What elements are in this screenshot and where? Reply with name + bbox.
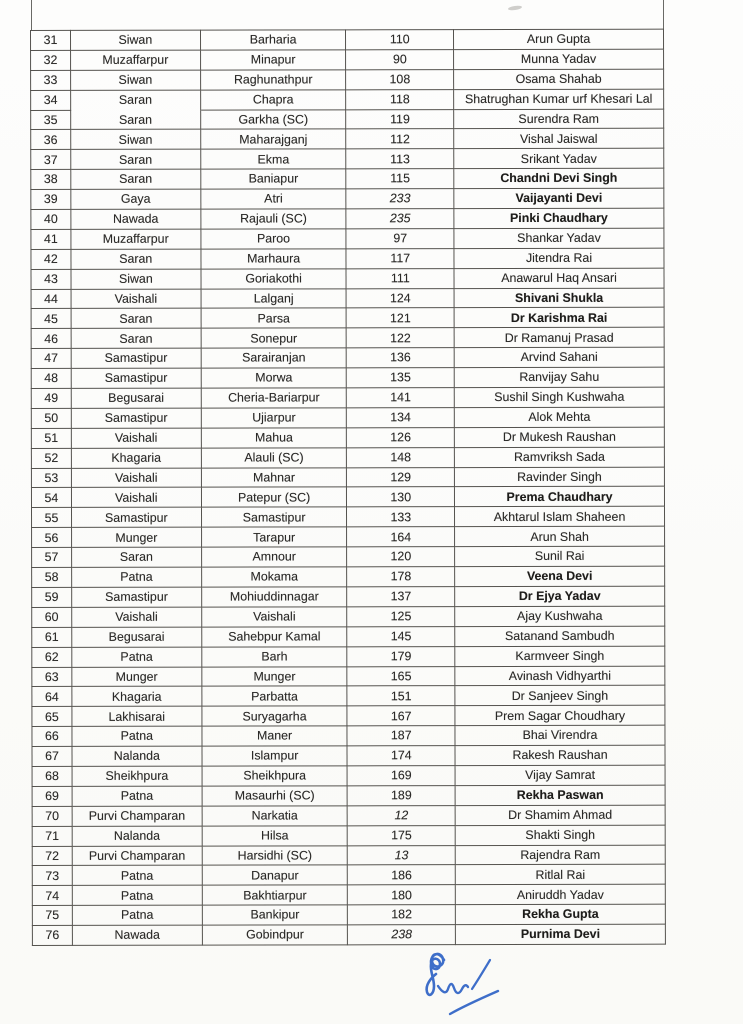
serial-cell: 46 <box>31 329 71 349</box>
constituency-cell: Mahnar <box>201 467 347 487</box>
candidate-cell: Karmveer Singh <box>455 646 665 666</box>
district-cell: Samastipur <box>72 587 202 607</box>
district-cell: Saran <box>71 309 201 329</box>
candidate-cell: Pinki Chaudhary <box>454 208 664 228</box>
serial-cell: 65 <box>32 707 72 727</box>
candidate-cell: Surendra Ram <box>454 109 664 129</box>
constituency-cell: Islampur <box>202 746 348 766</box>
table-row <box>31 168 664 189</box>
district-cell: Nawada <box>71 209 201 229</box>
serial-cell: 71 <box>32 826 72 846</box>
district-cell: Munger <box>71 527 201 547</box>
serial-cell: 49 <box>31 388 71 408</box>
number-cell: 182 <box>348 905 456 925</box>
district-cell: Saran <box>71 149 201 169</box>
candidate-cell: Rekha Gupta <box>455 904 665 924</box>
number-cell: 124 <box>347 288 455 308</box>
constituency-cell: Atri <box>201 189 347 209</box>
candidate-cell: Shakti Singh <box>455 825 665 845</box>
number-cell: 134 <box>347 408 455 428</box>
candidate-table <box>30 29 666 946</box>
district-cell: Siwan <box>71 269 201 289</box>
district-cell: Vaishali <box>71 289 201 309</box>
candidate-cell: Ajay Kushwaha <box>455 606 665 626</box>
number-cell: 12 <box>348 805 456 825</box>
district-cell: Begusarai <box>71 388 201 408</box>
table-row <box>32 646 665 667</box>
table-row <box>31 69 664 90</box>
district-cell: Munger <box>72 667 202 687</box>
constituency-cell: Barharia <box>200 30 346 50</box>
table-border-stub-left <box>31 0 32 31</box>
constituency-cell: Parsa <box>201 308 347 328</box>
candidate-cell: Ravinder Singh <box>454 467 664 487</box>
district-cell: Begusarai <box>72 627 202 647</box>
number-cell: 110 <box>346 30 454 50</box>
serial-cell: 37 <box>31 150 71 170</box>
number-cell: 108 <box>346 69 454 89</box>
number-cell: 135 <box>347 368 455 388</box>
table-row <box>31 89 664 110</box>
table-row <box>32 765 665 786</box>
candidate-cell: Akhtarul Islam Shaheen <box>455 507 665 527</box>
constituency-cell: Hilsa <box>202 825 348 845</box>
serial-cell: 50 <box>31 408 71 428</box>
serial-cell: 60 <box>32 607 72 627</box>
candidate-cell: Osama Shahab <box>454 69 664 89</box>
district-cell: Samastipur <box>71 348 201 368</box>
constituency-cell: Mokama <box>201 567 347 587</box>
table-row <box>31 49 664 70</box>
serial-cell: 59 <box>32 587 72 607</box>
table-row <box>31 407 664 428</box>
district-cell: Khagaria <box>71 448 201 468</box>
number-cell: 97 <box>346 229 454 249</box>
district-cell: Patna <box>72 647 202 667</box>
serial-cell: 53 <box>31 468 71 488</box>
constituency-cell: Sahebpur Kamal <box>201 627 347 647</box>
number-cell: 151 <box>347 686 455 706</box>
constituency-cell: Tarapur <box>201 527 347 547</box>
candidate-cell: Arvind Sahani <box>454 347 664 367</box>
serial-cell: 73 <box>32 866 72 886</box>
candidate-cell: Shankar Yadav <box>454 228 664 248</box>
candidate-cell: Dr Sanjeev Singh <box>455 686 665 706</box>
district-cell: Patna <box>72 866 202 886</box>
district-cell: Saran <box>71 329 201 349</box>
serial-cell: 41 <box>31 229 71 249</box>
table-row <box>31 328 664 349</box>
number-cell: 141 <box>347 388 455 408</box>
table-row <box>32 507 665 528</box>
table-row <box>32 566 665 587</box>
serial-cell: 43 <box>31 269 71 289</box>
table-row <box>32 586 665 607</box>
candidate-cell: Srikant Yadav <box>454 149 664 169</box>
serial-cell: 34 <box>31 90 71 110</box>
serial-cell: 55 <box>32 508 72 528</box>
candidate-cell: Vaijayanti Devi <box>454 188 664 208</box>
table-row <box>32 666 665 687</box>
signature-scribble <box>414 946 526 1024</box>
serial-cell: 72 <box>32 846 72 866</box>
serial-cell: 42 <box>31 249 71 269</box>
district-cell: Patna <box>72 567 202 587</box>
table-row <box>31 367 664 388</box>
constituency-cell: Samastipur <box>201 507 347 527</box>
district-cell: Vaishali <box>72 607 202 627</box>
candidate-cell: Aniruddh Yadav <box>455 884 665 904</box>
constituency-cell: Sheikhpura <box>202 766 348 786</box>
constituency-cell: Baniapur <box>201 169 347 189</box>
serial-cell: 39 <box>31 190 71 210</box>
district-cell: Sheikhpura <box>72 766 202 786</box>
serial-cell: 61 <box>32 627 72 647</box>
serial-cell: 36 <box>31 130 71 150</box>
district-cell: Vaishali <box>71 488 201 508</box>
candidate-cell: Prem Sagar Choudhary <box>455 705 665 725</box>
table-row <box>32 884 665 905</box>
candidate-table-body <box>31 29 666 945</box>
constituency-cell: Rajauli (SC) <box>201 209 347 229</box>
number-cell: 164 <box>347 527 455 547</box>
number-cell: 148 <box>347 447 455 467</box>
table-row <box>32 686 665 707</box>
number-cell: 180 <box>348 885 456 905</box>
table-row <box>32 725 665 746</box>
serial-cell: 76 <box>32 925 72 945</box>
serial-cell: 54 <box>31 488 71 508</box>
table-row <box>31 387 664 408</box>
number-cell: 187 <box>347 726 455 746</box>
candidate-cell: Jitendra Rai <box>454 248 664 268</box>
number-cell: 122 <box>347 328 455 348</box>
constituency-cell: Chapra <box>200 90 346 110</box>
district-cell: Vaishali <box>71 468 201 488</box>
constituency-cell: Raghunathpur <box>200 70 346 90</box>
table-row <box>32 785 665 806</box>
constituency-cell: Ujiarpur <box>201 408 347 428</box>
candidate-cell: Ramvriksh Sada <box>454 447 664 467</box>
district-cell: Saran <box>71 169 201 189</box>
table-row <box>31 228 664 249</box>
constituency-cell: Danapur <box>202 865 348 885</box>
serial-cell: 56 <box>32 528 72 548</box>
district-cell: Saran <box>71 90 201 110</box>
candidate-cell: Dr Karishma Rai <box>454 308 664 328</box>
serial-cell: 47 <box>31 349 71 369</box>
district-cell: Patna <box>72 786 202 806</box>
table-row <box>32 924 665 945</box>
serial-cell: 57 <box>32 548 72 568</box>
constituency-cell: Bankipur <box>202 905 348 925</box>
number-cell: 178 <box>347 567 455 587</box>
number-cell: 117 <box>346 248 454 268</box>
district-cell: Siwan <box>70 70 200 90</box>
serial-cell: 67 <box>32 746 72 766</box>
candidate-cell: Bhai Virendra <box>455 725 665 745</box>
constituency-cell: Alauli (SC) <box>201 448 347 468</box>
constituency-cell: Goriakothi <box>201 269 347 289</box>
constituency-cell: Amnour <box>201 547 347 567</box>
serial-cell: 66 <box>32 727 72 747</box>
table-row <box>31 308 664 329</box>
number-cell: 167 <box>347 706 455 726</box>
district-cell: Samastipur <box>71 368 201 388</box>
constituency-cell: Parbatta <box>202 686 348 706</box>
serial-cell: 69 <box>32 786 72 806</box>
number-cell: 112 <box>346 129 454 149</box>
constituency-cell: Gobindpur <box>202 925 348 945</box>
candidate-cell: Shatrughan Kumar urf Khesari Lal <box>454 89 664 109</box>
candidate-cell: Dr Mukesh Raushan <box>454 427 664 447</box>
candidate-cell: Dr Ejya Yadav <box>455 586 665 606</box>
table-row <box>32 526 665 547</box>
district-cell: Vaishali <box>71 428 201 448</box>
number-cell: 111 <box>346 268 454 288</box>
serial-cell: 31 <box>31 30 71 50</box>
constituency-cell: Paroo <box>201 229 347 249</box>
candidate-cell: Shivani Shukla <box>454 288 664 308</box>
serial-cell: 74 <box>32 886 72 906</box>
number-cell: 125 <box>347 606 455 626</box>
district-cell: Saran <box>71 110 201 130</box>
table-border-stub-right <box>663 0 664 31</box>
district-cell: Samastipur <box>71 408 201 428</box>
table-row <box>31 427 664 448</box>
candidate-cell: Munna Yadav <box>454 49 664 69</box>
serial-cell: 33 <box>31 70 71 90</box>
table-row <box>32 745 665 766</box>
number-cell: 121 <box>347 308 455 328</box>
candidate-cell: Ritlal Rai <box>455 865 665 885</box>
district-cell: Purvi Champaran <box>72 806 202 826</box>
district-cell: Patna <box>72 726 202 746</box>
candidate-cell: Sushil Singh Kushwaha <box>454 387 664 407</box>
table-row <box>31 129 664 150</box>
constituency-cell: Barh <box>202 646 348 666</box>
constituency-cell: Lalganj <box>201 288 347 308</box>
table-row <box>32 546 665 567</box>
table-row <box>31 248 664 269</box>
table-row <box>31 487 664 508</box>
constituency-cell: Garkha (SC) <box>200 109 346 129</box>
candidate-cell: Purnima Devi <box>455 924 665 944</box>
number-cell: 119 <box>346 109 454 129</box>
constituency-cell: Mohiuddinnagar <box>201 587 347 607</box>
number-cell: 165 <box>347 666 455 686</box>
serial-cell: 44 <box>31 289 71 309</box>
candidate-cell: Rekha Paswan <box>455 785 665 805</box>
candidate-cell: Avinash Vidhyarthi <box>455 666 665 686</box>
serial-cell: 70 <box>32 806 72 826</box>
serial-cell: 62 <box>32 647 72 667</box>
candidate-cell: Arun Gupta <box>454 29 664 49</box>
constituency-cell: Morwa <box>201 368 347 388</box>
constituency-cell: Maner <box>202 726 348 746</box>
serial-cell: 75 <box>32 906 72 926</box>
candidate-cell: Sunil Rai <box>455 546 665 566</box>
number-cell: 174 <box>347 746 455 766</box>
district-cell: Muzaffarpur <box>71 229 201 249</box>
serial-cell: 35 <box>31 110 71 130</box>
candidate-cell: Chandni Devi Singh <box>454 168 664 188</box>
constituency-cell: Narkatia <box>202 806 348 826</box>
number-cell: 238 <box>348 925 456 945</box>
number-cell: 137 <box>347 587 455 607</box>
candidate-cell: Vijay Samrat <box>455 765 665 785</box>
district-cell: Nawada <box>72 925 202 945</box>
table-row <box>31 467 664 488</box>
number-cell: 113 <box>346 149 454 169</box>
number-cell: 118 <box>346 89 454 109</box>
district-cell: Nalanda <box>72 826 202 846</box>
number-cell: 120 <box>347 547 455 567</box>
number-cell: 136 <box>347 348 455 368</box>
constituency-cell: Masaurhi (SC) <box>202 786 348 806</box>
serial-cell: 32 <box>31 50 71 70</box>
number-cell: 189 <box>348 785 456 805</box>
district-cell: Samastipur <box>71 508 201 528</box>
district-cell: Siwan <box>70 30 200 50</box>
district-cell: Patna <box>72 905 202 925</box>
number-cell: 175 <box>348 825 456 845</box>
table-row <box>32 705 665 726</box>
constituency-cell: Vaishali <box>201 607 347 627</box>
district-cell: Saran <box>71 249 201 269</box>
number-cell: 235 <box>346 209 454 229</box>
candidate-cell: Vishal Jaiswal <box>454 129 664 149</box>
district-cell: Muzaffarpur <box>70 50 200 70</box>
number-cell: 233 <box>346 189 454 209</box>
district-cell: Khagaria <box>72 687 202 707</box>
scan-speck <box>508 5 522 11</box>
number-cell: 90 <box>346 50 454 70</box>
table-row <box>32 865 665 886</box>
table-row <box>31 188 664 209</box>
candidate-cell: Arun Shah <box>455 526 665 546</box>
number-cell: 186 <box>348 865 456 885</box>
candidate-cell: Rajendra Ram <box>455 845 665 865</box>
table-row <box>31 109 664 130</box>
district-cell: Lakhisarai <box>72 706 202 726</box>
number-cell: 169 <box>348 766 456 786</box>
candidate-cell: Satanand Sambudh <box>455 626 665 646</box>
district-cell: Patna <box>72 885 202 905</box>
constituency-cell: Sarairanjan <box>201 348 347 368</box>
candidate-cell: Anawarul Haq Ansari <box>454 268 664 288</box>
serial-cell: 63 <box>32 667 72 687</box>
constituency-cell: Sonepur <box>201 328 347 348</box>
number-cell: 115 <box>346 169 454 189</box>
number-cell: 133 <box>347 507 455 527</box>
serial-cell: 58 <box>32 567 72 587</box>
constituency-cell: Minapur <box>200 50 346 70</box>
constituency-cell: Ekma <box>200 149 346 169</box>
table-row <box>32 825 665 846</box>
constituency-cell: Cheria-Bariarpur <box>201 388 347 408</box>
candidate-cell: Rakesh Raushan <box>455 745 665 765</box>
candidate-cell: Veena Devi <box>455 566 665 586</box>
table-row <box>31 149 664 170</box>
number-cell: 179 <box>347 646 455 666</box>
table-row <box>31 208 664 229</box>
district-cell: Gaya <box>71 189 201 209</box>
constituency-cell: Harsidhi (SC) <box>202 845 348 865</box>
table-row <box>31 347 664 368</box>
serial-cell: 38 <box>31 170 71 190</box>
number-cell: 130 <box>347 487 455 507</box>
constituency-cell: Munger <box>202 666 348 686</box>
serial-cell: 68 <box>32 766 72 786</box>
serial-cell: 40 <box>31 209 71 229</box>
serial-cell: 52 <box>31 448 71 468</box>
candidate-cell: Dr Shamim Ahmad <box>455 805 665 825</box>
constituency-cell: Suryagarha <box>202 706 348 726</box>
candidate-cell: Dr Ramanuj Prasad <box>454 328 664 348</box>
number-cell: 126 <box>347 427 455 447</box>
district-cell: Saran <box>71 547 201 567</box>
district-cell: Purvi Champaran <box>72 846 202 866</box>
candidate-cell: Ranvijay Sahu <box>454 367 664 387</box>
number-cell: 129 <box>347 467 455 487</box>
table-row <box>31 288 664 309</box>
constituency-cell: Bakhtiarpur <box>202 885 348 905</box>
constituency-cell: Maharajganj <box>200 129 346 149</box>
serial-cell: 48 <box>31 369 71 389</box>
table-row <box>31 29 664 50</box>
constituency-cell: Marhaura <box>201 249 347 269</box>
number-cell: 13 <box>348 845 456 865</box>
serial-cell: 45 <box>31 309 71 329</box>
table-row <box>32 626 665 647</box>
table-row <box>32 606 665 627</box>
serial-cell: 51 <box>31 428 71 448</box>
constituency-cell: Patepur (SC) <box>201 487 347 507</box>
number-cell: 145 <box>347 626 455 646</box>
constituency-cell: Mahua <box>201 428 347 448</box>
candidate-cell: Prema Chaudhary <box>455 487 665 507</box>
district-cell: Nalanda <box>72 746 202 766</box>
table-row <box>31 447 664 468</box>
district-cell: Siwan <box>71 130 201 150</box>
table-row <box>32 805 665 826</box>
table-row <box>32 904 665 925</box>
table-row <box>32 845 665 866</box>
table-row <box>31 268 664 289</box>
serial-cell: 64 <box>32 687 72 707</box>
candidate-cell: Alok Mehta <box>454 407 664 427</box>
